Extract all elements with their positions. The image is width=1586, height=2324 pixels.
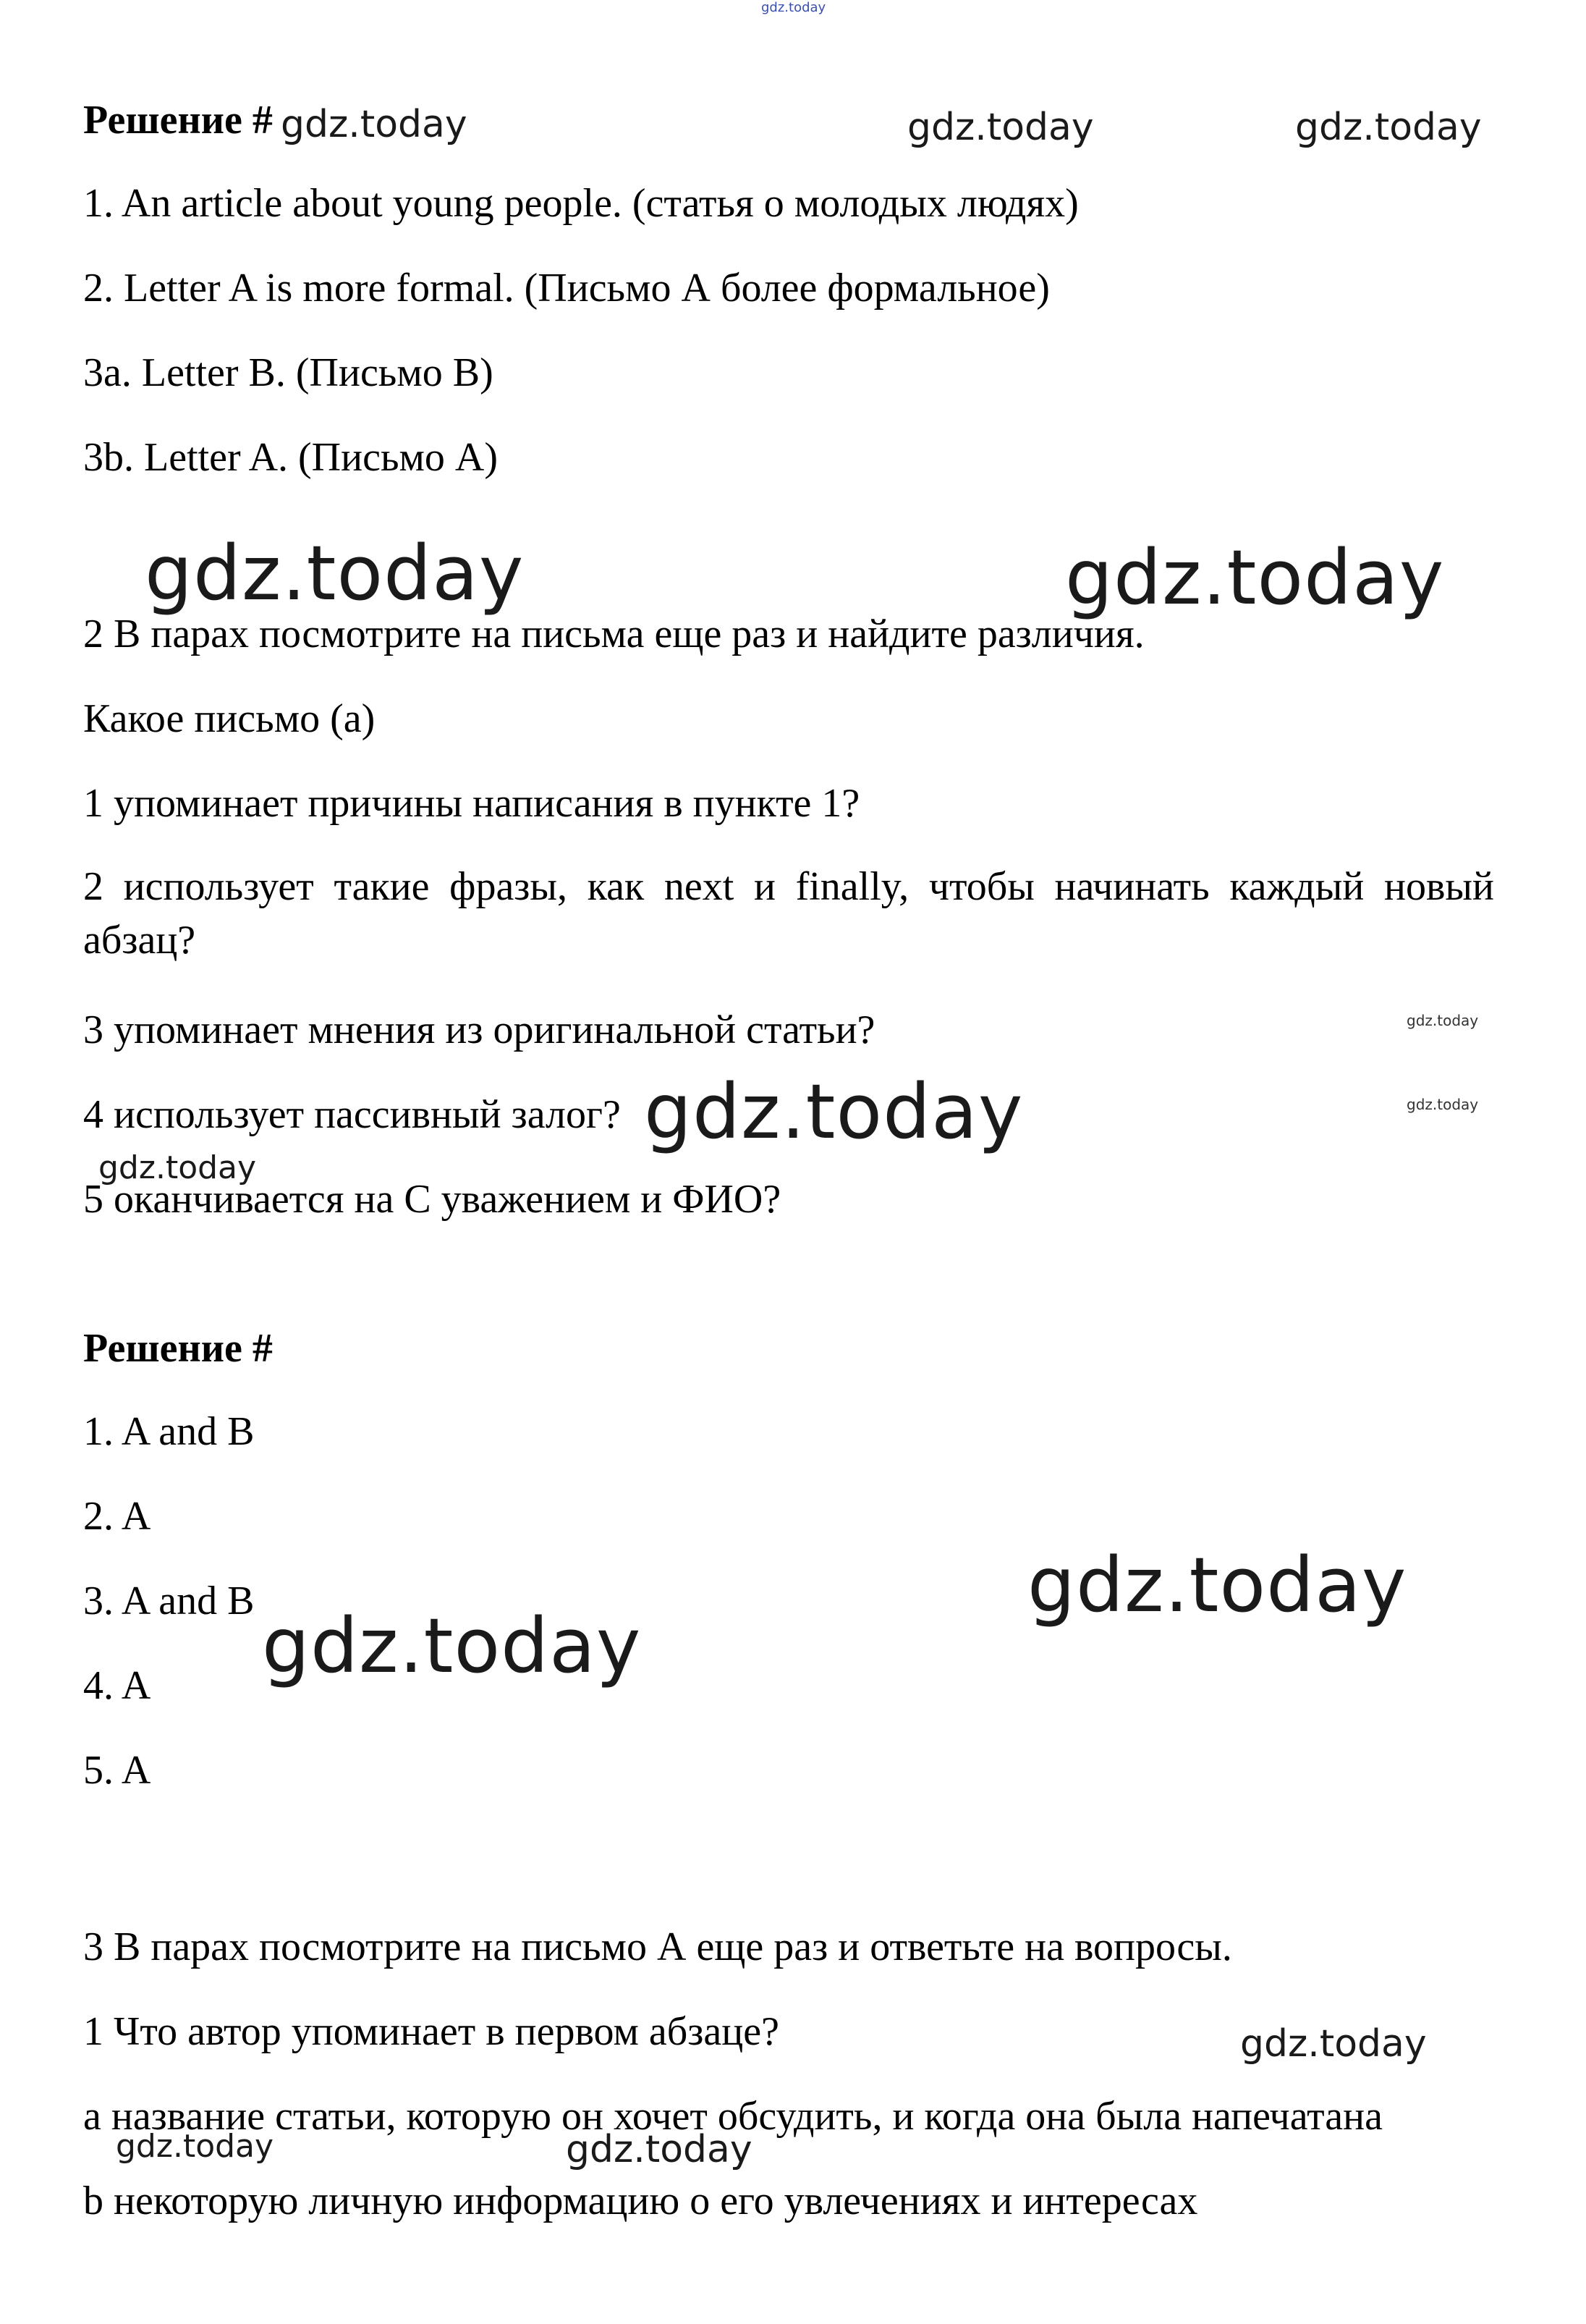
- watermark: gdz.today: [1407, 1096, 1479, 1113]
- answer-2-3: 3. A and B: [83, 1579, 255, 1623]
- watermark: gdz.today: [281, 103, 467, 146]
- task-2-title: 2 В парах посмотрите на письма еще раз и найдите различия.: [83, 612, 1145, 656]
- solution-heading-2: Решение #: [83, 1326, 273, 1371]
- watermark: gdz.today: [98, 1149, 257, 1186]
- watermark: gdz.today: [116, 2128, 274, 2165]
- watermark: gdz.today: [1065, 533, 1445, 622]
- watermark-top: gdz.today: [761, 0, 826, 15]
- watermark: gdz.today: [566, 2128, 752, 2171]
- task-2-item-3: 3 упоминает мнения из оригинальной статьи?: [83, 1007, 875, 1052]
- task-2-question: Какое письмо (а): [83, 696, 376, 741]
- watermark: gdz.today: [1240, 2022, 1427, 2066]
- task-3-option-b: b некоторую личную информацию о его увлечениях и интересах: [83, 2179, 1198, 2223]
- watermark: gdz.today: [644, 1068, 1024, 1156]
- task-2-item-2: 2 использует такие фразы, как next и finally, чтобы начинать каждый новый абзац?: [83, 864, 1494, 963]
- watermark: gdz.today: [262, 1602, 642, 1690]
- task-3-question: 1 Что автор упоминает в первом абзаце?: [83, 2009, 779, 2054]
- watermark: gdz.today: [907, 106, 1094, 149]
- watermark: gdz.today: [1027, 1541, 1407, 1629]
- answer-1-1: 1. An article about young people. (статья о молодых людях): [83, 181, 1079, 226]
- answer-2-1: 1. A and B: [83, 1409, 255, 1454]
- task-2-item-4: 4 использует пассивный залог?: [83, 1092, 621, 1137]
- task-2-item-5: 5 оканчивается на С уважением и ФИО?: [83, 1177, 781, 1222]
- solution-heading-1: Решение #: [83, 98, 273, 143]
- task-3-option-a: a название статьи, которую он хочет обсудить, и когда она была напечатана: [83, 2094, 1383, 2139]
- watermark: gdz.today: [145, 529, 525, 617]
- answer-2-4: 4. A: [83, 1663, 151, 1708]
- answer-1-2: 2. Letter A is more formal. (Письмо А более формальное): [83, 266, 1050, 310]
- answer-2-5: 5. A: [83, 1748, 151, 1793]
- watermark: gdz.today: [1407, 1012, 1479, 1029]
- task-3-title: 3 В парах посмотрите на письмо А еще раз и ответьте на вопросы.: [83, 1924, 1232, 1969]
- watermark: gdz.today: [1295, 106, 1482, 149]
- answer-2-2: 2. A: [83, 1494, 151, 1539]
- answer-1-3a: 3a. Letter B. (Письмо В): [83, 350, 493, 395]
- task-2-item-1: 1 упоминает причины написания в пункте 1?: [83, 781, 860, 826]
- answer-1-3b: 3b. Letter A. (Письмо А): [83, 435, 499, 480]
